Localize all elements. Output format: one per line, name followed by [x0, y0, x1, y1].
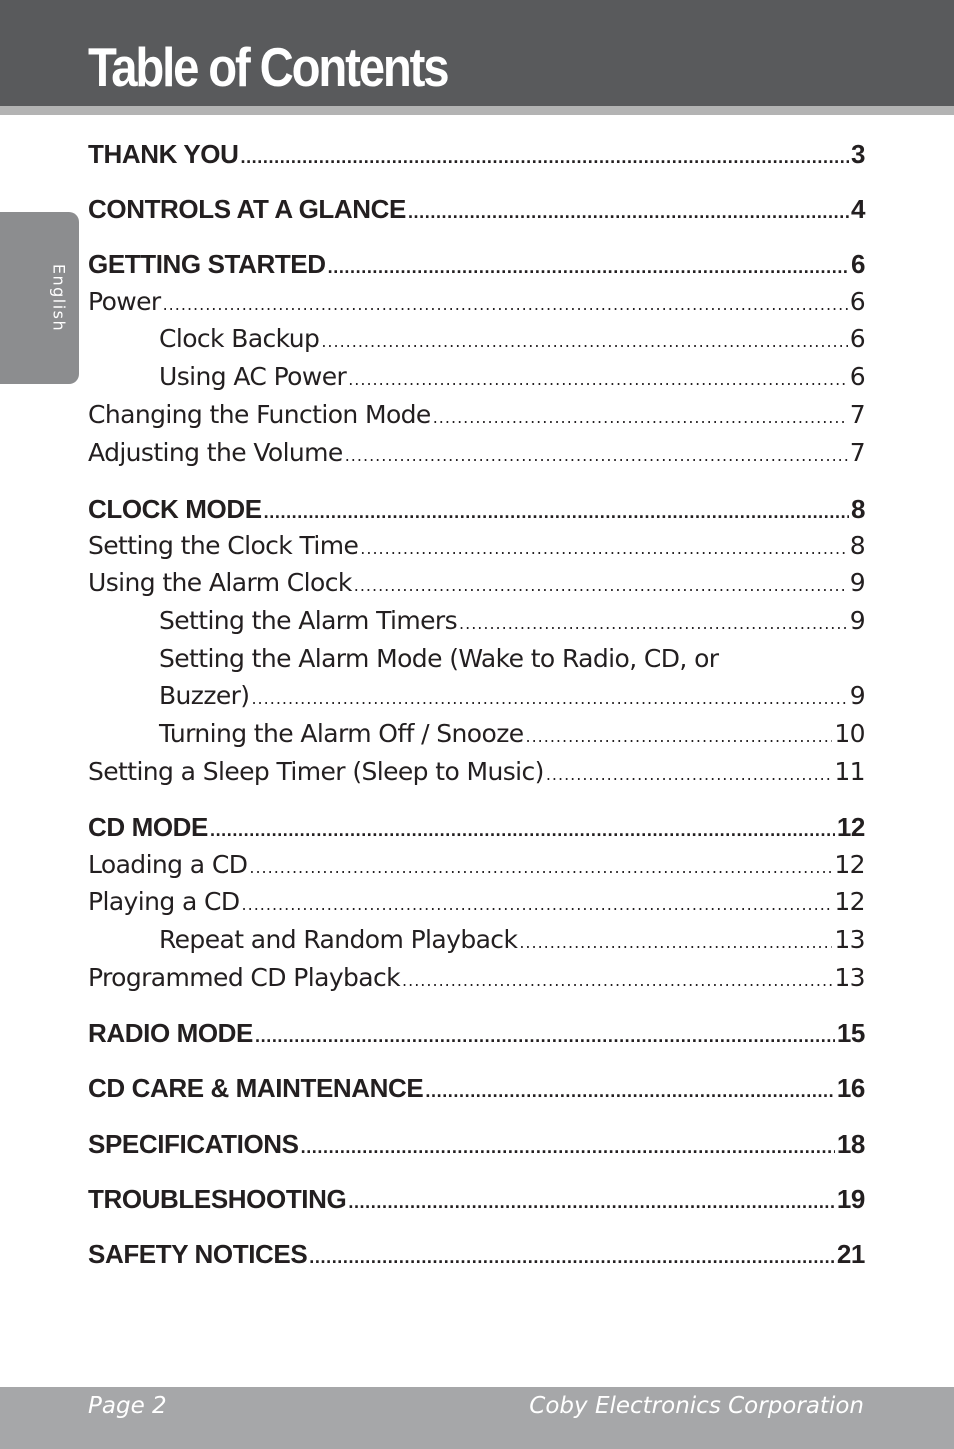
toc-entry-page: 6: [849, 324, 865, 353]
toc-entry-setting-sleep-timer[interactable]: [88, 753, 865, 791]
toc-entry-page: 19: [836, 1184, 865, 1214]
dot-leader: [519, 924, 832, 962]
toc-entry-label: Using the Alarm Clock: [88, 568, 352, 597]
toc-entry-label: Buzzer): [159, 681, 250, 710]
toc-entry-label: CD MODE: [88, 812, 208, 842]
dot-leader: [264, 493, 849, 531]
toc-entry-using-ac-power[interactable]: [159, 358, 865, 396]
dot-leader: [301, 1128, 835, 1166]
toc-entry-page: 7: [849, 438, 865, 467]
dot-leader: [163, 286, 848, 324]
toc-entry-setting-clock-time[interactable]: [88, 527, 865, 565]
dot-leader: [546, 756, 833, 794]
toc-entry-page: 9: [849, 606, 865, 635]
toc-entry-label: Loading a CD: [88, 850, 248, 879]
dot-leader: [526, 718, 833, 756]
toc-entry-label: SPECIFICATIONS: [88, 1129, 299, 1159]
toc-entry-page: 13: [834, 963, 865, 992]
toc-entry-label: CLOCK MODE: [88, 494, 262, 524]
toc-entry-label: CD CARE & MAINTENANCE: [88, 1073, 424, 1103]
toc-entry-page: 10: [834, 719, 865, 748]
language-tab-label: English: [49, 263, 69, 333]
toc-entry-page: 9: [849, 681, 865, 710]
footer-company-name: Coby Electronics Corporation: [529, 1393, 864, 1419]
toc-entry-cd-care-maintenance[interactable]: [88, 1069, 865, 1107]
toc-entry-controls-at-a-glance[interactable]: [88, 190, 865, 228]
toc-entry-label: Setting the Alarm Timers: [159, 606, 458, 635]
toc-entry-label: CONTROLS AT A GLANCE: [88, 194, 406, 224]
dot-leader: [408, 193, 849, 231]
dot-leader: [348, 361, 848, 399]
toc-entry-page: 9: [849, 568, 865, 597]
toc-entry-page: 15: [836, 1018, 865, 1048]
toc-entry-label: Playing a CD: [88, 887, 240, 916]
toc-entry-page: 6: [849, 287, 865, 316]
toc-entry-setting-alarm-timers[interactable]: [159, 602, 865, 640]
toc-entry-clock-backup[interactable]: [159, 320, 865, 358]
toc-entry-page: 21: [836, 1239, 865, 1269]
toc-entry-page: 12: [834, 850, 865, 879]
toc-entry-page: 13: [834, 925, 865, 954]
toc-entry-playing-cd[interactable]: [88, 883, 865, 921]
footer-page-number: Page 2: [88, 1393, 167, 1419]
dot-leader: [210, 811, 835, 849]
toc-entry-clock-mode[interactable]: [88, 490, 865, 528]
dot-leader: [249, 849, 832, 887]
dot-leader: [348, 1183, 835, 1221]
toc-entry-adjusting-volume[interactable]: [88, 434, 865, 472]
toc-entry-label: Programmed CD Playback: [88, 963, 401, 992]
dot-leader: [242, 886, 833, 924]
toc-entry-radio-mode[interactable]: [88, 1014, 865, 1052]
toc-entry-thank-you[interactable]: [88, 135, 865, 173]
toc-entry-label: Power: [88, 287, 161, 316]
toc-entry-page: 12: [836, 812, 865, 842]
dot-leader: [360, 530, 847, 568]
toc-entry-page: 11: [834, 757, 865, 786]
dot-leader: [240, 138, 848, 176]
toc-entry-getting-started[interactable]: [88, 245, 865, 283]
toc-entry-page: 8: [850, 494, 865, 524]
toc-entry-label: THANK YOU: [88, 139, 239, 169]
toc-entry-changing-function-mode[interactable]: [88, 396, 865, 434]
toc-entry-page: 4: [850, 194, 865, 224]
toc-entry-specifications[interactable]: [88, 1125, 865, 1163]
toc-entry-page: 7: [849, 400, 865, 429]
toc-entry-power[interactable]: [88, 283, 865, 321]
toc-entry-label: GETTING STARTED: [88, 249, 326, 279]
toc-entry-page: 8: [849, 531, 865, 560]
toc-entry-page: 6: [849, 362, 865, 391]
toc-entry-label: TROUBLESHOOTING: [88, 1184, 347, 1214]
toc-entry-label: Setting the Alarm Mode (Wake to Radio, CD, or: [159, 644, 719, 673]
toc-entry-page: 18: [836, 1129, 865, 1159]
toc-entry-troubleshooting[interactable]: [88, 1180, 865, 1218]
toc-entry-label: Turning the Alarm Off / Snooze: [159, 719, 524, 748]
dot-leader: [309, 1238, 835, 1276]
toc-entry-setting-alarm-mode-continued[interactable]: [159, 677, 865, 715]
dot-leader: [345, 437, 848, 475]
toc-entry-label: RADIO MODE: [88, 1018, 254, 1048]
toc-entry-label: Setting the Clock Time: [88, 531, 359, 560]
toc-entry-label: Setting a Sleep Timer (Sleep to Music): [88, 757, 544, 786]
dot-leader: [433, 399, 848, 437]
toc-entry-label: Repeat and Random Playback: [159, 925, 518, 954]
toc-entry-page: 16: [836, 1073, 865, 1103]
toc-entry-using-alarm-clock[interactable]: [88, 564, 865, 602]
toc-entry-repeat-random-playback[interactable]: [159, 921, 865, 959]
toc-entry-loading-cd[interactable]: [88, 846, 865, 884]
dot-leader: [402, 962, 832, 1000]
toc-entry-page: 3: [850, 139, 865, 169]
dot-leader: [425, 1072, 834, 1110]
toc-entry-label: Changing the Function Mode: [88, 400, 431, 429]
dot-leader: [354, 567, 848, 605]
toc-entry-cd-mode[interactable]: [88, 808, 865, 846]
toc-entry-programmed-cd-playback[interactable]: [88, 959, 865, 997]
toc-entry-label: Clock Backup: [159, 324, 320, 353]
toc-entry-label: Using AC Power: [159, 362, 347, 391]
toc-entry-label: Adjusting the Volume: [88, 438, 343, 467]
toc-entry-setting-alarm-mode[interactable]: [159, 640, 865, 678]
dot-leader: [321, 323, 847, 361]
toc-entry-safety-notices[interactable]: [88, 1235, 865, 1273]
toc-entry-label: SAFETY NOTICES: [88, 1239, 308, 1269]
dot-leader: [251, 680, 847, 718]
dot-leader: [255, 1017, 835, 1055]
dot-leader: [328, 248, 849, 286]
toc-entry-page: 6: [850, 249, 865, 279]
page-title: Table of Contents: [88, 36, 448, 98]
toc-entry-turning-alarm-off[interactable]: [159, 715, 865, 753]
dot-leader: [459, 605, 848, 643]
toc-entry-page: 12: [834, 887, 865, 916]
